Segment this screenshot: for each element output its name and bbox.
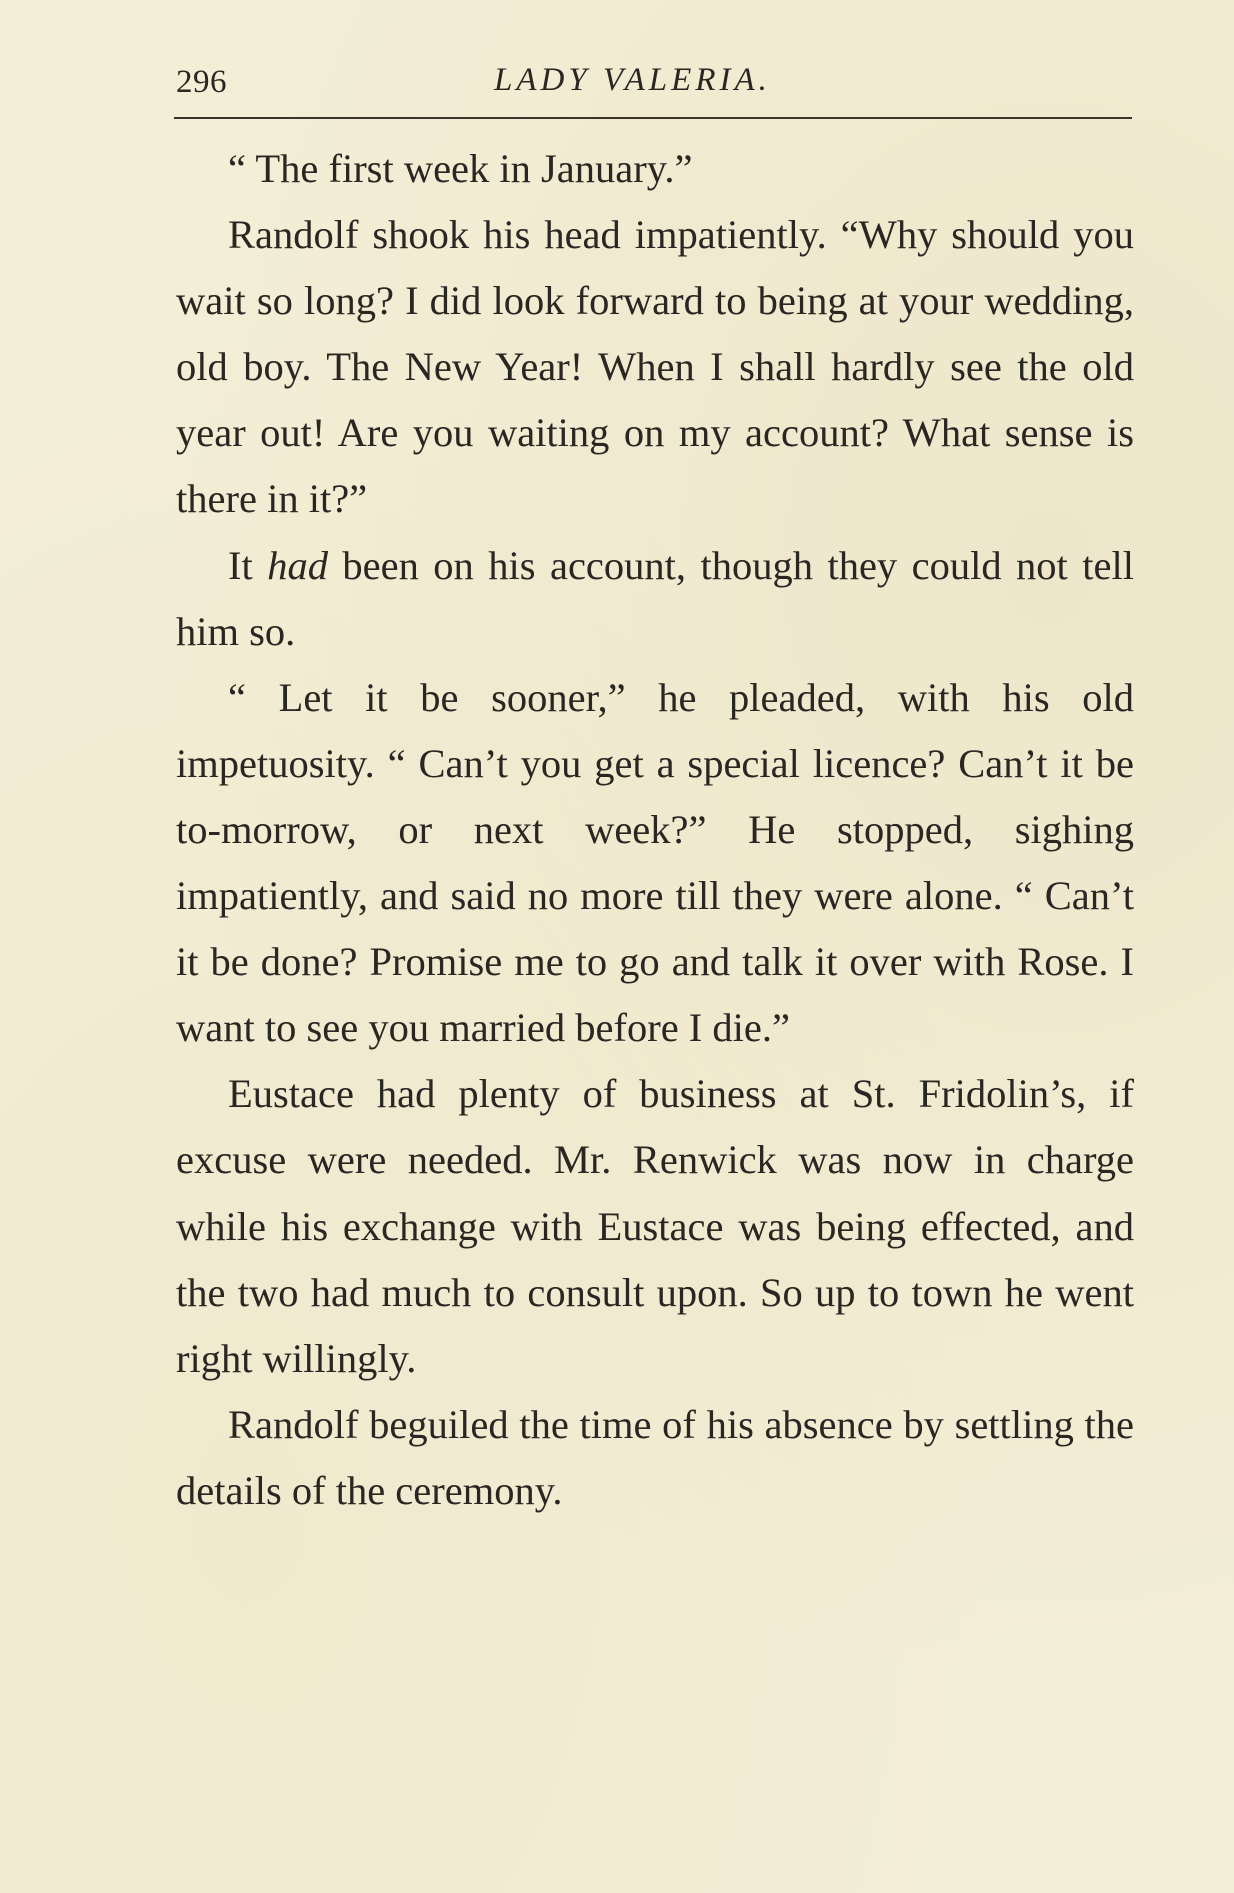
text-run: been on his account, though they could not tell him so. xyxy=(176,542,1134,654)
running-title: LADY VALERIA. xyxy=(494,62,771,98)
header-rule xyxy=(174,117,1132,119)
paragraph: “ The first week in January.” xyxy=(228,146,693,191)
italic-word: had xyxy=(267,542,328,588)
page-number: 296 xyxy=(176,64,227,100)
text-run: It xyxy=(228,542,268,588)
paragraph: “ Let it be sooner,” he pleaded, with his old impetuosity. “ Can’t you get a special licence? Can’t it be to-morrow, or next week?” He stopped, sighing impatiently, and said no more till they were alone. “ Can’t it be done? Promise me to go and talk it over with Rose. I want to see you married before I die.” xyxy=(176,674,1134,1051)
body-text xyxy=(176,136,1134,1524)
paragraph: Eustace had plenty of business at St. Fridolin’s, if excuse were needed. Mr. Renwick was now in charge while his exchange with Eustace was being effected, and the two had much to consult upon. So up to town he went right willingly. xyxy=(176,1071,1134,1381)
paragraph: Randolf shook his head impatiently. “Why should you wait so long? I did look forward to being at your wedding, old boy. The New Year! When I shall hardly see the old year out! Are you waiting on my account? What sense is there in it?” xyxy=(176,212,1134,522)
paragraph: Randolf beguiled the time of his absence by settling the details of the ceremony. xyxy=(176,1401,1134,1513)
paragraph xyxy=(176,533,1134,665)
page-header xyxy=(176,58,1134,118)
